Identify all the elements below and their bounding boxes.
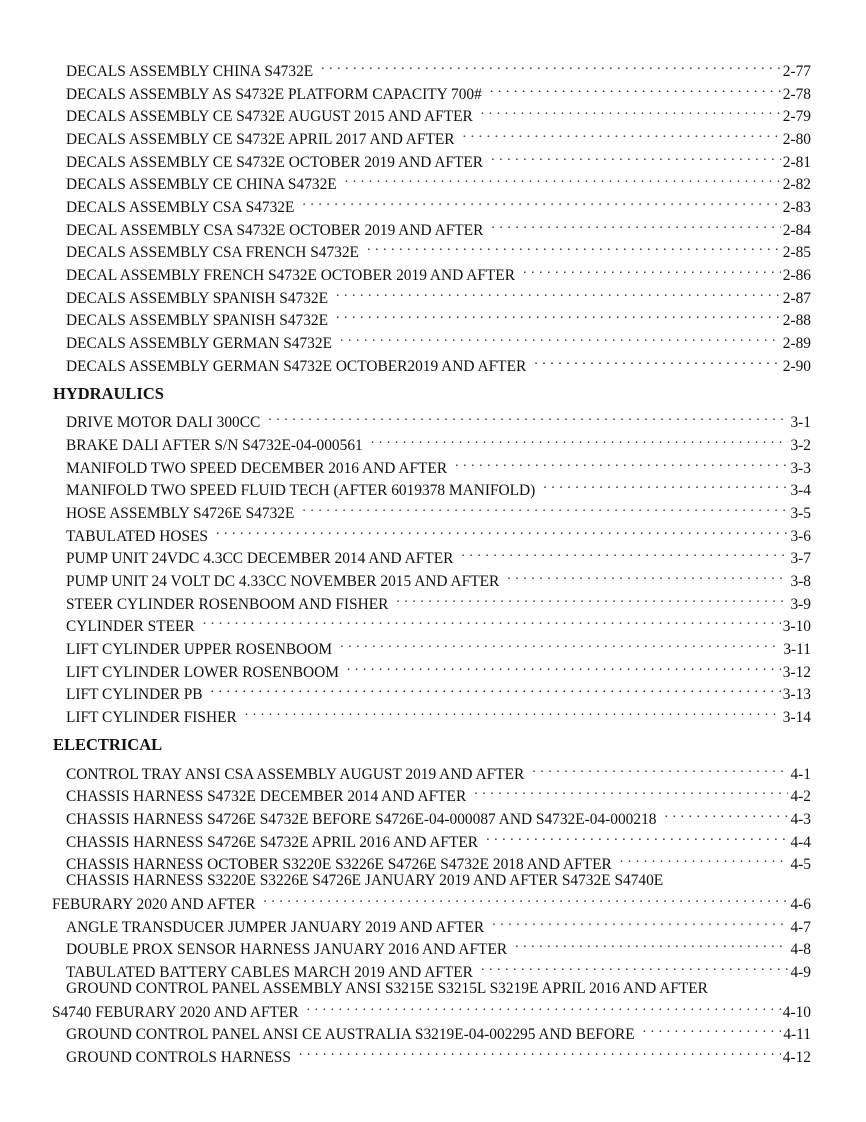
toc-page-number: 2-83 [782, 199, 811, 216]
dot-leader [347, 657, 781, 677]
toc-entry[interactable] [66, 679, 811, 703]
toc-entry-title: DRIVE MOTOR DALI 300CC [66, 414, 261, 431]
toc-entry[interactable] [66, 305, 811, 329]
toc-entry-title: DOUBLE PROX SENSOR HARNESS JANUARY 2016 AND AFTER [66, 941, 508, 958]
dot-leader [532, 759, 788, 779]
dot-leader [367, 237, 781, 257]
toc-entry-title: CHASSIS HARNESS S4726E S4732E BEFORE S4726E-04-000087 AND S4732E-04-000218 [66, 811, 657, 828]
toc-entry[interactable] [66, 781, 811, 805]
toc-entry-title: CHASSIS HARNESS OCTOBER S3220E S3226E S4726E S4732E 2018 AND AFTER [66, 856, 612, 873]
toc-page-number: 2-84 [782, 222, 811, 239]
toc-entry[interactable] [66, 56, 811, 80]
toc-entry[interactable] [66, 611, 811, 635]
toc-page-number: 3-6 [790, 528, 811, 545]
toc-page-number: 2-82 [782, 176, 811, 193]
toc-entry-title: MANIFOLD TWO SPEED FLUID TECH (AFTER 6019378 MANIFOLD) [66, 482, 536, 499]
toc-entry-title-line1: GROUND CONTROL PANEL ASSEMBLY ANSI S3215E S3215L S3219E APRIL 2016 AND AFTER [66, 980, 708, 997]
dot-leader [486, 827, 788, 847]
toc-entry[interactable] [66, 657, 811, 681]
toc-entry-title: GROUND CONTROLS HARNESS [66, 1049, 291, 1066]
toc-page-number: 3-7 [790, 550, 811, 567]
toc-entry[interactable] [66, 804, 811, 828]
toc-entry[interactable] [66, 147, 811, 171]
dot-leader [492, 912, 788, 932]
toc-page-number: 2-81 [782, 154, 811, 171]
dot-leader [340, 634, 781, 654]
dot-leader [491, 147, 781, 167]
toc-page-number: 4-9 [790, 964, 811, 981]
toc-page-number: 2-77 [782, 63, 811, 80]
toc-entry-title: CONTROL TRAY ANSI CSA ASSEMBLY AUGUST 2019 AND AFTER [66, 766, 525, 783]
toc-entry-title: DECAL ASSEMBLY CSA S4732E OCTOBER 2019 AND AFTER [66, 222, 484, 239]
toc-entry[interactable] [52, 872, 811, 913]
toc-page-number: 4-8 [790, 941, 811, 958]
toc-entry-title: CHASSIS HARNESS S4732E DECEMBER 2014 AND AFTER [66, 788, 467, 805]
toc-page-number: 2-80 [782, 131, 811, 148]
dot-leader [321, 56, 781, 76]
toc-entry[interactable] [66, 1019, 811, 1043]
toc-entry[interactable] [66, 192, 811, 216]
toc-entry-title: DECALS ASSEMBLY GERMAN S4732E [66, 335, 332, 352]
toc-entry-title: DECALS ASSEMBLY CE S4732E OCTOBER 2019 AND AFTER [66, 154, 484, 171]
toc-entry-title: DECAL ASSEMBLY FRENCH S4732E OCTOBER 2019 AND AFTER [66, 267, 515, 284]
toc-entry-title: HOSE ASSEMBLY S4726E S4732E [66, 505, 295, 522]
toc-entry-title: ANGLE TRANSDUCER JUMPER JANUARY 2019 AND AFTER [66, 919, 485, 936]
toc-page-number: 4-2 [790, 788, 811, 805]
toc-entry-title: DECALS ASSEMBLY AS S4732E PLATFORM CAPACITY 700# [66, 86, 482, 103]
toc-page-number: 3-8 [790, 573, 811, 590]
toc-page-number: 4-3 [790, 811, 811, 828]
toc-entry[interactable] [66, 351, 811, 375]
toc-entry-title: DECALS ASSEMBLY GERMAN S4732E OCTOBER2019 AND AFTER [66, 358, 527, 375]
toc-entry[interactable] [66, 79, 811, 103]
toc-page-number: 2-87 [782, 290, 811, 307]
dot-leader [345, 169, 781, 189]
toc-page-number: 2-79 [782, 108, 811, 125]
dot-leader [396, 589, 788, 609]
dot-leader [461, 543, 788, 563]
toc-page-number: 4-12 [782, 1049, 811, 1066]
toc-entry-title: STEER CYLINDER ROSENBOOM AND FISHER [66, 596, 389, 613]
toc-entry[interactable] [66, 407, 811, 431]
dot-leader [523, 260, 781, 280]
toc-page-number: 2-86 [782, 267, 811, 284]
toc-entry-title: CYLINDER STEER [66, 618, 195, 635]
toc-entry-line2 [52, 997, 811, 1021]
dot-leader [268, 407, 788, 427]
toc-page-number: 4-5 [790, 856, 811, 873]
toc-page-number: 3-11 [783, 641, 811, 658]
toc-entry[interactable] [66, 912, 811, 936]
toc-entry-title-line1: CHASSIS HARNESS S3220E S3226E S4726E JANUARY 2019 AND AFTER S4732E S4740E [66, 872, 664, 889]
dot-leader [211, 679, 781, 699]
dot-leader [455, 453, 788, 473]
toc-entry-title: DECALS ASSEMBLY CSA FRENCH S4732E [66, 244, 359, 261]
toc-page-number: 4-6 [790, 896, 811, 913]
dot-leader [507, 566, 788, 586]
toc-entry[interactable] [66, 934, 811, 958]
toc-entry[interactable] [66, 957, 811, 981]
toc-entry[interactable] [66, 475, 811, 499]
toc-entry-title: PUMP UNIT 24 VOLT DC 4.33CC NOVEMBER 2015 AND AFTER [66, 573, 500, 590]
dot-leader [216, 521, 788, 541]
dot-leader [307, 997, 781, 1017]
dot-leader [302, 192, 780, 212]
dot-leader [336, 283, 781, 303]
dot-leader [474, 781, 788, 801]
toc-entry[interactable] [66, 521, 811, 545]
toc-page-number: 2-89 [782, 335, 811, 352]
toc-entry[interactable] [66, 328, 811, 352]
toc-entry-title: DECALS ASSEMBLY CSA S4732E [66, 199, 295, 216]
toc-entry-title: BRAKE DALI AFTER S/N S4732E-04-000561 [66, 437, 363, 454]
dot-leader [481, 101, 781, 121]
dot-leader [302, 498, 788, 518]
toc-page-number: 3-13 [782, 686, 811, 703]
toc-entry-title: LIFT CYLINDER FISHER [66, 709, 237, 726]
toc-entry[interactable] [66, 453, 811, 477]
toc-entry[interactable] [66, 543, 811, 567]
toc-entry[interactable] [66, 169, 811, 193]
toc-page-number: 3-12 [782, 664, 811, 681]
toc-entry-title: DECALS ASSEMBLY CE CHINA S4732E [66, 176, 337, 193]
toc-page-number: 3-9 [790, 596, 811, 613]
toc-entry-title: PUMP UNIT 24VDC 4.3CC DECEMBER 2014 AND AFTER [66, 550, 454, 567]
dot-leader [203, 611, 781, 631]
dot-leader [371, 430, 789, 450]
dot-leader [543, 475, 788, 495]
toc-entry[interactable] [66, 430, 811, 454]
toc-entry-title: LIFT CYLINDER UPPER ROSENBOOM [66, 641, 333, 658]
toc-entry-title: DECALS ASSEMBLY CE S4732E APRIL 2017 AND AFTER [66, 131, 455, 148]
toc-entry[interactable] [66, 849, 811, 873]
dot-leader [245, 702, 781, 722]
dot-leader [336, 305, 781, 325]
dot-leader [491, 215, 780, 235]
toc-entry[interactable] [66, 237, 811, 261]
toc-entry[interactable] [66, 101, 811, 125]
toc-entry[interactable] [66, 702, 811, 726]
toc-entry-title: TABULATED HOSES [66, 528, 208, 545]
dot-leader [664, 804, 788, 824]
toc-entry-title: TABULATED BATTERY CABLES MARCH 2019 AND AFTER [66, 964, 473, 981]
toc-entry[interactable] [66, 124, 811, 148]
toc-page-number: 3-5 [790, 505, 811, 522]
toc-page-number: 2-85 [782, 244, 811, 261]
toc-page-number: 3-10 [782, 618, 811, 635]
toc-entry-title: LIFT CYLINDER PB [66, 686, 203, 703]
toc-page-number: 3-14 [782, 709, 811, 726]
toc-page-number: 2-90 [782, 358, 811, 375]
dot-leader [490, 79, 781, 99]
section-heading-hydraulics: HYDRAULICS [53, 384, 164, 403]
section-heading-electrical: ELECTRICAL [53, 735, 163, 754]
toc-entry[interactable] [66, 827, 811, 851]
toc-page-number: 2-88 [782, 312, 811, 329]
dot-leader [263, 889, 788, 909]
toc-entry[interactable] [66, 589, 811, 613]
dot-leader [643, 1019, 782, 1039]
toc-entry[interactable] [66, 283, 811, 307]
toc-entry[interactable] [66, 260, 811, 284]
toc-entry-title: MANIFOLD TWO SPEED DECEMBER 2016 AND AFTER [66, 460, 448, 477]
toc-page-number: 4-10 [782, 1004, 811, 1021]
toc-entry-title: DECALS ASSEMBLY CHINA S4732E [66, 63, 314, 80]
dot-leader [481, 957, 789, 977]
toc-entry-title: DECALS ASSEMBLY CE S4732E AUGUST 2015 AND AFTER [66, 108, 473, 125]
toc-entry-title: GROUND CONTROL PANEL ANSI CE AUSTRALIA S3219E-04-002295 AND BEFORE [66, 1026, 635, 1043]
dot-leader [299, 1042, 781, 1062]
toc-entry-title-line2: S4740 FEBURARY 2020 AND AFTER [52, 1004, 299, 1021]
toc-page-number: 4-1 [790, 766, 811, 783]
toc-page-number: 3-2 [790, 437, 811, 454]
dot-leader [340, 328, 781, 348]
toc-entry[interactable] [66, 759, 811, 783]
dot-leader [463, 124, 781, 144]
toc-entry-line2 [52, 889, 811, 913]
toc-page-number: 2-78 [782, 86, 811, 103]
toc-page-number: 4-7 [790, 919, 811, 936]
toc-page-number: 3-3 [790, 460, 811, 477]
dot-leader [515, 934, 788, 954]
toc-page-number: 4-11 [783, 1026, 811, 1043]
toc-entry-title: LIFT CYLINDER LOWER ROSENBOOM [66, 664, 339, 681]
toc-entry[interactable] [66, 498, 811, 522]
toc-page-number: 3-4 [790, 482, 811, 499]
toc-entry-title: DECALS ASSEMBLY SPANISH S4732E [66, 312, 329, 329]
toc-entry[interactable] [52, 980, 811, 1021]
toc-entry[interactable] [66, 566, 811, 590]
toc-page-number: 4-4 [790, 834, 811, 851]
toc-entry-title-line2: FEBURARY 2020 AND AFTER [52, 896, 256, 913]
toc-entry-title: CHASSIS HARNESS S4726E S4732E APRIL 2016 AND AFTER [66, 834, 479, 851]
toc-entry[interactable] [66, 634, 811, 658]
toc-entry[interactable] [66, 215, 811, 239]
dot-leader [534, 351, 781, 371]
dot-leader [620, 849, 789, 869]
toc-page-number: 3-1 [790, 414, 811, 431]
toc-entry[interactable] [66, 1042, 811, 1066]
toc-entry-title: DECALS ASSEMBLY SPANISH S4732E [66, 290, 329, 307]
